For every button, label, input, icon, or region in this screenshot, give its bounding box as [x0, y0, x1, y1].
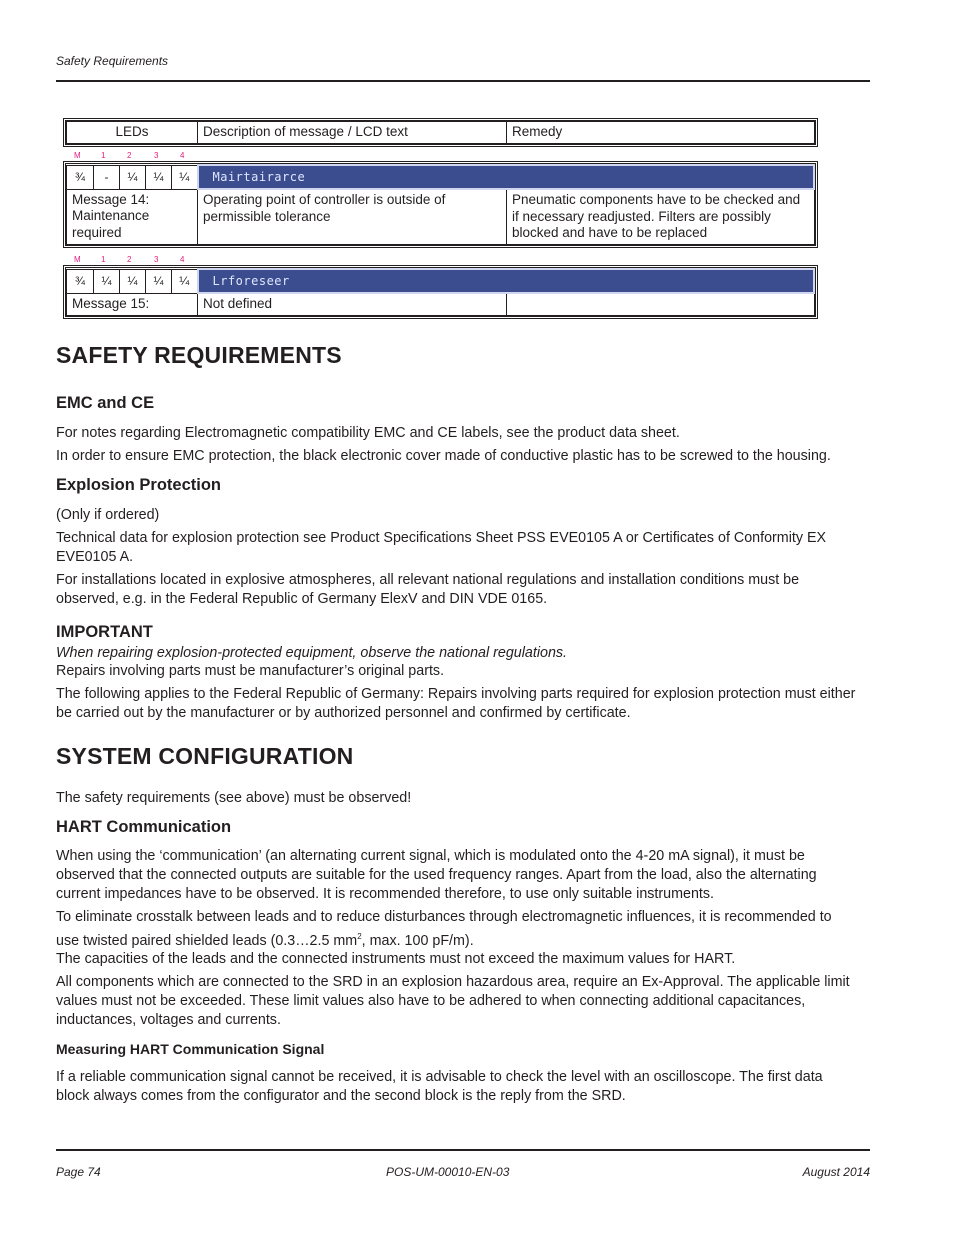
lcd-display: Mairtairarce [198, 165, 815, 189]
led-2: ¼ [120, 269, 146, 293]
led-4: ¼ [172, 165, 198, 189]
message-remedy: Pneumatic components have to be checked and if necessary readjusted. Filters are possibly blocked and have to be replaced [507, 189, 815, 244]
led-label-3: 3 [154, 151, 159, 160]
paragraph: In order to ensure EMC protection, the black electronic cover made of conductive plastic has to be screwed to the housing. [56, 448, 831, 464]
footer-rule [56, 1149, 870, 1151]
heading-measuring: Measuring HART Communication Signal [56, 1041, 325, 1057]
message-15-block [63, 265, 818, 319]
text-span: To eliminate crosstalk between leads and to reduce disturbances through electromagnetic influences, it is recommended to use twisted paired shielded leads (0.3…2.5 mm [56, 909, 832, 949]
led-1: - [94, 165, 120, 189]
text-span: , max. 100 pF/m). [361, 932, 474, 949]
led-label-2: 2 [127, 151, 132, 160]
header-rule [56, 80, 870, 82]
message-14-block [63, 161, 818, 248]
paragraph: Repairs involving parts must be manufacturer’s original parts. [56, 663, 445, 679]
lcd-display: Lrforeseer [198, 269, 815, 293]
paragraph: For notes regarding Electromagnetic compatibility EMC and CE labels, see the product data sheet. [56, 425, 680, 441]
led-table-header [63, 118, 818, 147]
message-label: Message 14: Maintenance required [67, 189, 198, 244]
paragraph: The safety requirements (see above) must be observed! [56, 790, 412, 806]
section-title-system: SYSTEM CONFIGURATION [56, 743, 354, 769]
led-m: ¾ [67, 269, 94, 293]
document-date: August 2014 [802, 1165, 870, 1179]
paragraph: When using the ‘communication’ (an alternating current signal, which is modulated onto the 4-20 mA signal), it must be observed that the connected outputs are suitable for the used frequency ranges. Apart from the load, also the alternating current impedances have to be observed. It is recommended therefore, to use only suitable instruments. [56, 848, 817, 902]
paragraph: All components which are connected to the SRD in an explosion hazardous area, require an Ex-Approval. The applicable limit values must not be exceeded. These limit values also have to be adhered to when connecting additional capacitances, inductances, voltages and currents. [56, 974, 850, 1028]
paragraph: Technical data for explosion protection see Product Specifications Sheet PSS EVE0105 A or Certificates of Conformity EX EVE0105 A. [56, 530, 827, 565]
heading-emc: EMC and CE [56, 394, 155, 412]
page-number: Page 74 [56, 1165, 101, 1179]
superscript: 2 [357, 932, 362, 941]
paragraph: The capacities of the leads and the connected instruments must not exceed the maximum values for HART. [56, 951, 736, 967]
message-description: Operating point of controller is outside of permissible tolerance [198, 189, 507, 244]
heading-hart: HART Communication [56, 818, 232, 836]
heading-explosion: Explosion Protection [56, 476, 222, 494]
col-leds: LEDs [67, 122, 198, 144]
section-title-safety: SAFETY REQUIREMENTS [56, 342, 342, 368]
led-label-1: 1 [101, 255, 106, 264]
paragraph [56, 908, 856, 951]
paragraph: (Only if ordered) [56, 507, 160, 523]
paragraph: The following applies to the Federal Republic of Germany: Repairs involving parts required for explosion protection must either be carried out by the manufacturer or by authorized personnel and confirmed by certificate. [56, 686, 856, 721]
led-3: ¼ [146, 165, 172, 189]
led-label-m: M [74, 255, 81, 264]
led-2: ¼ [120, 165, 146, 189]
led-1: ¼ [94, 269, 120, 293]
heading-important: IMPORTANT [56, 623, 153, 641]
led-label-2: 2 [127, 255, 132, 264]
led-label-m: M [74, 151, 81, 160]
led-label-3: 3 [154, 255, 159, 264]
led-label-4: 4 [180, 151, 185, 160]
paragraph: For installations located in explosive atmospheres, all relevant national regulations and installation conditions must be observed, e.g. in the Federal Republic of Germany ElexV and DIN VDE 0165. [56, 572, 800, 607]
message-label: Message 15: [67, 293, 198, 315]
important-note: When repairing explosion-protected equipment, observe the national regulations. [56, 645, 568, 661]
led-3: ¼ [146, 269, 172, 293]
document-id: POS-UM-00010-EN-03 [386, 1165, 510, 1179]
message-remedy [507, 293, 815, 315]
col-description: Description of message / LCD text [198, 122, 507, 144]
led-label-1: 1 [101, 151, 106, 160]
paragraph: If a reliable communication signal cannot be received, it is advisable to check the level with an oscilloscope. The first data block always comes from the configurator and the second block is the reply from the SRD. [56, 1069, 823, 1104]
led-m: ¾ [67, 165, 94, 189]
led-4: ¼ [172, 269, 198, 293]
running-header: Safety Requirements [56, 54, 169, 68]
led-label-4: 4 [180, 255, 185, 264]
message-description: Not defined [198, 293, 507, 315]
col-remedy: Remedy [507, 122, 815, 144]
